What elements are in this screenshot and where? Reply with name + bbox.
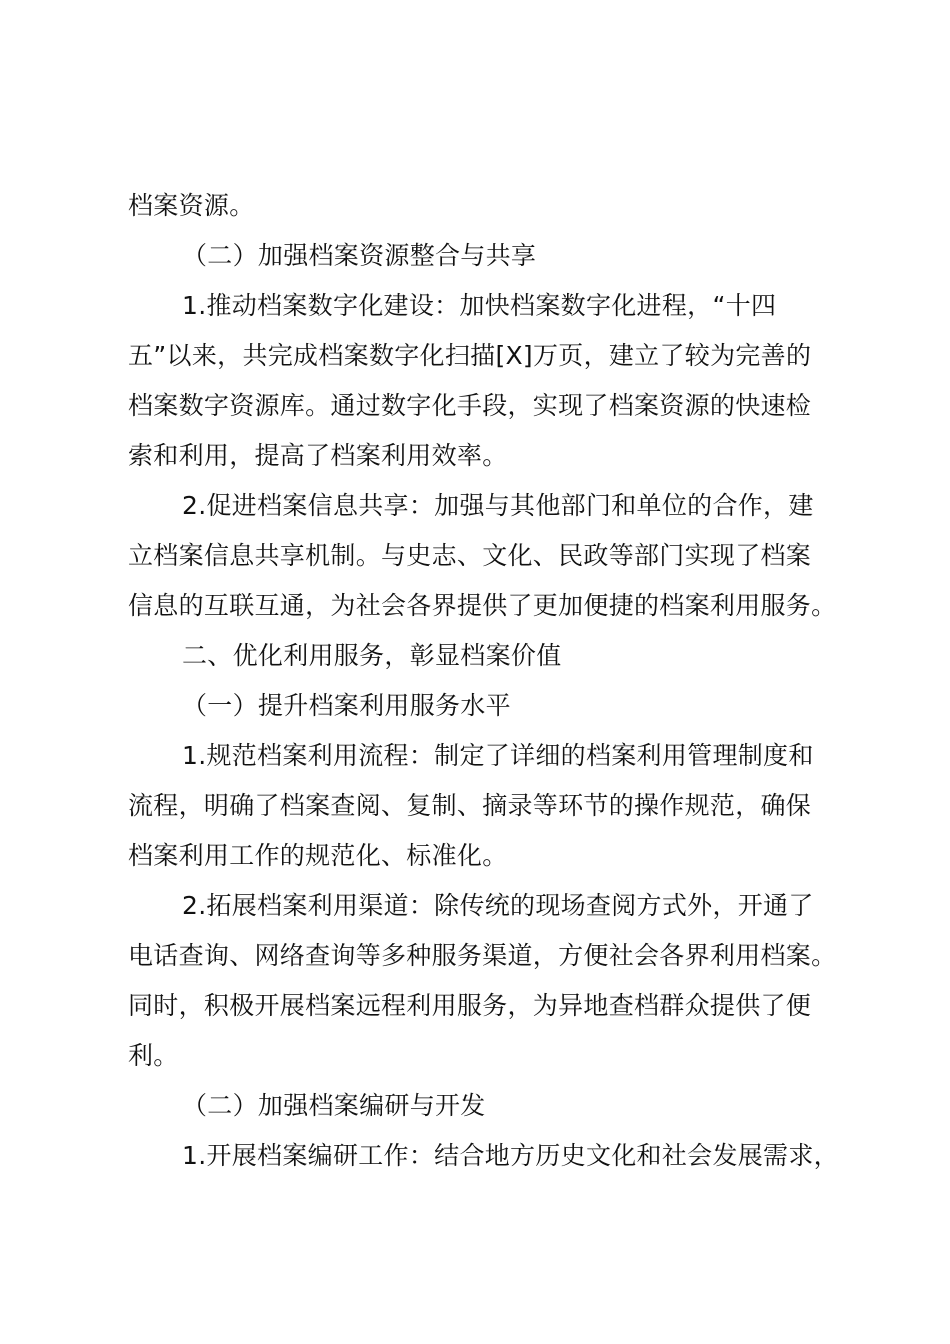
text-line: 档案利用工作的规范化、标准化。 bbox=[128, 841, 508, 870]
text-line: 2.促进档案信息共享：加强与其他部门和单位的合作，建 bbox=[182, 491, 814, 520]
text-line: 信息的互联互通，为社会各界提供了更加便捷的档案利用服务。 bbox=[128, 591, 837, 620]
text-line: 1.开展档案编研工作：结合地方历史文化和社会发展需求， bbox=[182, 1141, 839, 1170]
text-line: 1.规范档案利用流程：制定了详细的档案利用管理制度和 bbox=[182, 741, 814, 770]
text-line: 档案数字资源库。通过数字化手段，实现了档案资源的快速检 bbox=[128, 391, 812, 420]
text-line: 利。 bbox=[128, 1041, 179, 1070]
text-line: （一）提升档案利用服务水平 bbox=[182, 691, 511, 720]
paragraph bbox=[128, 1084, 848, 1134]
paragraph bbox=[128, 284, 848, 484]
text-line: 五”以来，共完成档案数字化扫描[X]万页，建立了较为完善的 bbox=[128, 341, 812, 370]
text-line: 2.拓展档案利用渠道：除传统的现场查阅方式外，开通了 bbox=[182, 891, 814, 920]
paragraph bbox=[128, 684, 848, 734]
paragraph bbox=[128, 484, 848, 634]
text-line: （二）加强档案编研与开发 bbox=[182, 1091, 486, 1120]
text-line: 流程，明确了档案查阅、复制、摘录等环节的操作规范，确保 bbox=[128, 791, 812, 820]
text-line: 档案资源。 bbox=[128, 191, 255, 220]
paragraph bbox=[128, 184, 848, 234]
text-line: （二）加强档案资源整合与共享 bbox=[182, 241, 537, 270]
paragraph bbox=[128, 634, 848, 684]
text-line: 电话查询、网络查询等多种服务渠道，方便社会各界利用档案。 bbox=[128, 941, 837, 970]
paragraph bbox=[128, 884, 848, 1084]
paragraph bbox=[128, 734, 848, 884]
text-line: 二、优化利用服务，彰显档案价值 bbox=[182, 641, 562, 670]
document-page bbox=[128, 184, 848, 1184]
text-line: 立档案信息共享机制。与史志、文化、民政等部门实现了档案 bbox=[128, 541, 812, 570]
paragraph bbox=[128, 234, 848, 284]
text-line: 索和利用，提高了档案利用效率。 bbox=[128, 441, 508, 470]
text-line: 同时，积极开展档案远程利用服务，为异地查档群众提供了便 bbox=[128, 991, 812, 1020]
text-line: 1.推动档案数字化建设：加快档案数字化进程，“十四 bbox=[182, 291, 777, 320]
paragraph bbox=[128, 1134, 848, 1184]
